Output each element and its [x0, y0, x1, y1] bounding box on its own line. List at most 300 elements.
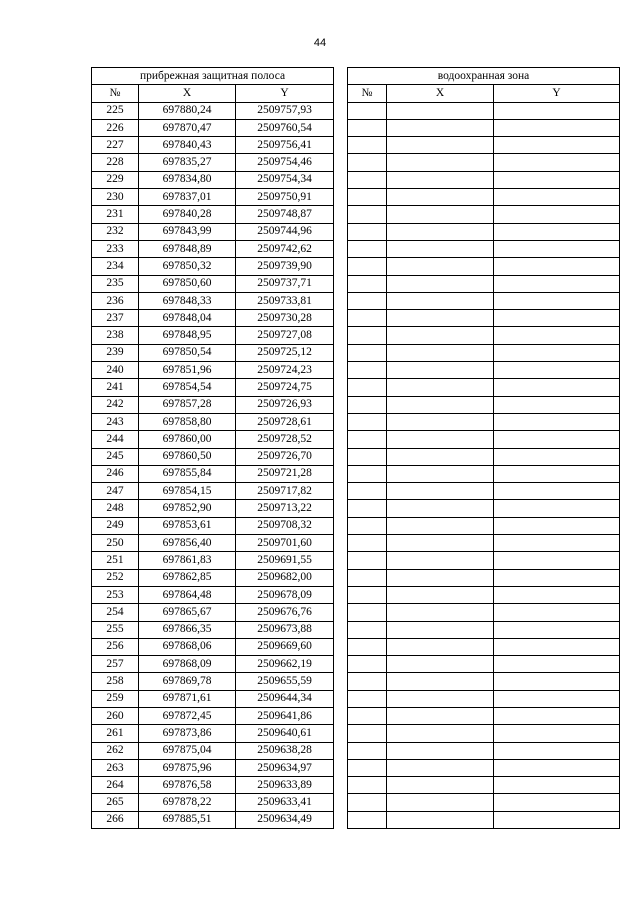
right-point-x	[387, 604, 494, 621]
point-number: 246	[92, 465, 139, 482]
point-number: 230	[92, 189, 139, 206]
point-number: 258	[92, 673, 139, 690]
column-gap	[334, 292, 348, 309]
point-number: 254	[92, 604, 139, 621]
point-x: 697880,24	[139, 102, 236, 119]
right-point-x	[387, 759, 494, 776]
right-point-y	[494, 344, 620, 361]
right-point-y	[494, 811, 620, 828]
point-y: 2509713,22	[236, 500, 334, 517]
right-point-x	[387, 742, 494, 759]
point-number: 228	[92, 154, 139, 171]
point-number: 225	[92, 102, 139, 119]
point-y: 2509678,09	[236, 586, 334, 603]
point-number: 229	[92, 171, 139, 188]
point-y: 2509634,97	[236, 759, 334, 776]
point-number: 239	[92, 344, 139, 361]
point-y: 2509744,96	[236, 223, 334, 240]
point-x: 697856,40	[139, 535, 236, 552]
right-point-number	[348, 275, 387, 292]
right-point-number	[348, 310, 387, 327]
point-number: 264	[92, 777, 139, 794]
right-point-y	[494, 569, 620, 586]
right-section-title: водоохранная зона	[348, 68, 620, 85]
right-point-x	[387, 673, 494, 690]
table-row	[92, 396, 620, 413]
right-point-x	[387, 621, 494, 638]
right-point-number	[348, 811, 387, 828]
column-gap	[334, 500, 348, 517]
point-y: 2509728,52	[236, 431, 334, 448]
column-gap	[334, 344, 348, 361]
column-gap	[334, 673, 348, 690]
table-row	[92, 811, 620, 828]
table-row	[92, 604, 620, 621]
point-number: 251	[92, 552, 139, 569]
column-gap	[334, 379, 348, 396]
table-row	[92, 742, 620, 759]
point-number: 240	[92, 362, 139, 379]
right-point-y	[494, 206, 620, 223]
right-point-y	[494, 794, 620, 811]
point-number: 253	[92, 586, 139, 603]
column-gap	[334, 725, 348, 742]
right-point-x	[387, 725, 494, 742]
table-row	[92, 673, 620, 690]
right-point-y	[494, 742, 620, 759]
right-point-y	[494, 535, 620, 552]
column-gap	[334, 154, 348, 171]
table-row	[92, 535, 620, 552]
point-x: 697848,95	[139, 327, 236, 344]
column-gap	[334, 638, 348, 655]
point-y: 2509641,86	[236, 707, 334, 724]
right-point-y	[494, 673, 620, 690]
right-point-y	[494, 310, 620, 327]
point-x: 697860,00	[139, 431, 236, 448]
point-x: 697850,60	[139, 275, 236, 292]
right-point-y	[494, 586, 620, 603]
point-y: 2509728,61	[236, 413, 334, 430]
table-row	[92, 258, 620, 275]
point-number: 243	[92, 413, 139, 430]
right-point-number	[348, 500, 387, 517]
right-point-x	[387, 206, 494, 223]
right-point-x	[387, 517, 494, 534]
point-x: 697850,32	[139, 258, 236, 275]
table-row	[92, 794, 620, 811]
right-point-y	[494, 189, 620, 206]
point-number: 245	[92, 448, 139, 465]
point-y: 2509673,88	[236, 621, 334, 638]
table-row	[92, 517, 620, 534]
point-y: 2509750,91	[236, 189, 334, 206]
right-point-number	[348, 465, 387, 482]
right-point-y	[494, 119, 620, 136]
right-point-x	[387, 292, 494, 309]
right-point-number	[348, 604, 387, 621]
point-x: 697862,85	[139, 569, 236, 586]
right-point-y	[494, 171, 620, 188]
right-point-number	[348, 742, 387, 759]
column-gap	[334, 275, 348, 292]
point-y: 2509725,12	[236, 344, 334, 361]
point-x: 697843,99	[139, 223, 236, 240]
column-gap	[334, 569, 348, 586]
right-point-x	[387, 500, 494, 517]
column-gap	[334, 396, 348, 413]
right-point-y	[494, 759, 620, 776]
point-number: 262	[92, 742, 139, 759]
column-gap	[334, 240, 348, 257]
point-number: 256	[92, 638, 139, 655]
column-gap	[334, 777, 348, 794]
column-gap	[334, 690, 348, 707]
point-number: 236	[92, 292, 139, 309]
right-point-x	[387, 811, 494, 828]
table-row	[92, 137, 620, 154]
right-point-number	[348, 707, 387, 724]
right-point-number	[348, 240, 387, 257]
table-row	[92, 413, 620, 430]
point-y: 2509633,41	[236, 794, 334, 811]
right-point-x	[387, 119, 494, 136]
table-row	[92, 189, 620, 206]
point-x: 697855,84	[139, 465, 236, 482]
right-point-x	[387, 777, 494, 794]
point-x: 697861,83	[139, 552, 236, 569]
right-point-x	[387, 275, 494, 292]
point-x: 697837,01	[139, 189, 236, 206]
table-row	[92, 707, 620, 724]
right-point-y	[494, 362, 620, 379]
point-x: 697878,22	[139, 794, 236, 811]
right-point-y	[494, 707, 620, 724]
point-number: 235	[92, 275, 139, 292]
right-point-y	[494, 465, 620, 482]
point-x: 697870,47	[139, 119, 236, 136]
column-gap	[334, 604, 348, 621]
right-point-number	[348, 535, 387, 552]
column-gap	[334, 310, 348, 327]
point-x: 697875,96	[139, 759, 236, 776]
left-section-title: прибрежная защитная полоса	[92, 68, 334, 85]
column-gap	[334, 742, 348, 759]
column-gap	[334, 85, 348, 102]
right-point-y	[494, 327, 620, 344]
table-row	[92, 759, 620, 776]
right-point-x	[387, 552, 494, 569]
column-gap	[334, 794, 348, 811]
right-point-number	[348, 396, 387, 413]
right-point-x	[387, 102, 494, 119]
column-gap	[334, 413, 348, 430]
right-point-number	[348, 552, 387, 569]
column-gap	[334, 517, 348, 534]
point-y: 2509756,41	[236, 137, 334, 154]
right-point-x	[387, 431, 494, 448]
right-point-y	[494, 500, 620, 517]
column-gap	[334, 119, 348, 136]
right-point-x	[387, 465, 494, 482]
table-row	[92, 638, 620, 655]
point-number: 257	[92, 656, 139, 673]
right-point-number	[348, 777, 387, 794]
right-point-x	[387, 154, 494, 171]
table-row	[92, 586, 620, 603]
table-row	[92, 725, 620, 742]
point-y: 2509730,28	[236, 310, 334, 327]
point-y: 2509721,28	[236, 465, 334, 482]
point-number: 233	[92, 240, 139, 257]
point-y: 2509676,76	[236, 604, 334, 621]
point-x: 697834,80	[139, 171, 236, 188]
right-point-y	[494, 656, 620, 673]
point-y: 2509717,82	[236, 483, 334, 500]
right-header-x: X	[387, 85, 494, 102]
right-point-y	[494, 483, 620, 500]
column-gap	[334, 189, 348, 206]
point-y: 2509760,54	[236, 119, 334, 136]
point-x: 697850,54	[139, 344, 236, 361]
column-gap	[334, 811, 348, 828]
right-point-x	[387, 535, 494, 552]
column-gap	[334, 465, 348, 482]
right-point-x	[387, 240, 494, 257]
right-point-y	[494, 379, 620, 396]
point-number: 241	[92, 379, 139, 396]
right-point-x	[387, 483, 494, 500]
point-y: 2509638,28	[236, 742, 334, 759]
right-point-number	[348, 569, 387, 586]
right-point-y	[494, 292, 620, 309]
table-row	[92, 621, 620, 638]
point-number: 226	[92, 119, 139, 136]
right-point-number	[348, 327, 387, 344]
column-gap	[334, 448, 348, 465]
point-x: 697864,48	[139, 586, 236, 603]
column-gap	[334, 552, 348, 569]
table-row	[92, 500, 620, 517]
point-y: 2509644,34	[236, 690, 334, 707]
right-point-y	[494, 137, 620, 154]
column-gap	[334, 483, 348, 500]
right-point-x	[387, 569, 494, 586]
point-x: 697866,35	[139, 621, 236, 638]
right-point-y	[494, 154, 620, 171]
point-number: 265	[92, 794, 139, 811]
right-point-number	[348, 171, 387, 188]
right-point-y	[494, 258, 620, 275]
point-y: 2509640,61	[236, 725, 334, 742]
column-gap	[334, 102, 348, 119]
point-number: 242	[92, 396, 139, 413]
table-row	[92, 292, 620, 309]
right-point-y	[494, 275, 620, 292]
right-point-y	[494, 725, 620, 742]
point-x: 697835,27	[139, 154, 236, 171]
table-row	[92, 656, 620, 673]
right-point-y	[494, 223, 620, 240]
right-point-y	[494, 240, 620, 257]
right-point-y	[494, 621, 620, 638]
column-gap	[334, 223, 348, 240]
point-x: 697840,28	[139, 206, 236, 223]
point-number: 263	[92, 759, 139, 776]
point-number: 252	[92, 569, 139, 586]
right-point-number	[348, 725, 387, 742]
right-point-number	[348, 379, 387, 396]
point-x: 697868,09	[139, 656, 236, 673]
point-number: 266	[92, 811, 139, 828]
point-x: 697851,96	[139, 362, 236, 379]
right-header-y: Y	[494, 85, 620, 102]
right-point-y	[494, 413, 620, 430]
table-body	[92, 102, 620, 828]
point-x: 697854,54	[139, 379, 236, 396]
page-number: 44	[313, 37, 327, 49]
point-x: 697869,78	[139, 673, 236, 690]
right-point-number	[348, 673, 387, 690]
right-point-x	[387, 707, 494, 724]
point-number: 259	[92, 690, 139, 707]
right-point-x	[387, 310, 494, 327]
right-point-number	[348, 258, 387, 275]
right-point-x	[387, 638, 494, 655]
right-point-x	[387, 413, 494, 430]
point-y: 2509655,59	[236, 673, 334, 690]
point-y: 2509726,70	[236, 448, 334, 465]
section-title-row	[92, 68, 620, 85]
right-point-number	[348, 413, 387, 430]
point-x: 697848,89	[139, 240, 236, 257]
right-point-number	[348, 759, 387, 776]
table-row	[92, 465, 620, 482]
table-row	[92, 552, 620, 569]
right-point-x	[387, 344, 494, 361]
right-point-x	[387, 258, 494, 275]
table-row	[92, 431, 620, 448]
right-point-x	[387, 656, 494, 673]
table-row	[92, 206, 620, 223]
right-point-number	[348, 223, 387, 240]
right-point-y	[494, 604, 620, 621]
column-gap	[334, 171, 348, 188]
point-y: 2509634,49	[236, 811, 334, 828]
right-point-x	[387, 137, 494, 154]
table-row	[92, 379, 620, 396]
point-y: 2509727,08	[236, 327, 334, 344]
point-x: 697857,28	[139, 396, 236, 413]
right-header-number: №	[348, 85, 387, 102]
point-y: 2509733,81	[236, 292, 334, 309]
right-point-number	[348, 206, 387, 223]
right-point-x	[387, 396, 494, 413]
table-row	[92, 777, 620, 794]
table-row	[92, 344, 620, 361]
point-number: 227	[92, 137, 139, 154]
point-y: 2509739,90	[236, 258, 334, 275]
right-point-y	[494, 102, 620, 119]
point-x: 697865,67	[139, 604, 236, 621]
column-gap	[334, 759, 348, 776]
point-number: 261	[92, 725, 139, 742]
point-number: 238	[92, 327, 139, 344]
right-point-number	[348, 483, 387, 500]
point-y: 2509754,34	[236, 171, 334, 188]
point-y: 2509691,55	[236, 552, 334, 569]
right-point-x	[387, 189, 494, 206]
right-point-number	[348, 154, 387, 171]
right-point-number	[348, 690, 387, 707]
right-point-x	[387, 362, 494, 379]
right-point-y	[494, 690, 620, 707]
table-row	[92, 483, 620, 500]
column-gap	[334, 206, 348, 223]
table-row	[92, 171, 620, 188]
right-point-y	[494, 431, 620, 448]
coordinates-table	[91, 67, 620, 829]
left-header-y: Y	[236, 85, 334, 102]
left-header-number: №	[92, 85, 139, 102]
point-number: 255	[92, 621, 139, 638]
right-point-number	[348, 638, 387, 655]
table-row	[92, 362, 620, 379]
column-gap	[334, 137, 348, 154]
right-point-x	[387, 327, 494, 344]
point-y: 2509669,60	[236, 638, 334, 655]
table-row	[92, 223, 620, 240]
right-point-number	[348, 362, 387, 379]
table-row	[92, 569, 620, 586]
point-x: 697871,61	[139, 690, 236, 707]
right-point-number	[348, 656, 387, 673]
right-point-x	[387, 379, 494, 396]
right-point-number	[348, 431, 387, 448]
point-number: 248	[92, 500, 139, 517]
table-row	[92, 119, 620, 136]
table-row	[92, 690, 620, 707]
right-point-number	[348, 621, 387, 638]
left-header-x: X	[139, 85, 236, 102]
right-point-number	[348, 119, 387, 136]
right-point-y	[494, 517, 620, 534]
point-number: 244	[92, 431, 139, 448]
column-gap	[334, 327, 348, 344]
point-x: 697848,04	[139, 310, 236, 327]
right-point-number	[348, 344, 387, 361]
column-gap	[334, 258, 348, 275]
table-row	[92, 154, 620, 171]
table-row	[92, 102, 620, 119]
column-gap	[334, 68, 348, 85]
point-y: 2509757,93	[236, 102, 334, 119]
column-gap	[334, 362, 348, 379]
column-gap	[334, 656, 348, 673]
point-number: 231	[92, 206, 139, 223]
point-number: 260	[92, 707, 139, 724]
point-y: 2509726,93	[236, 396, 334, 413]
table-row	[92, 327, 620, 344]
point-x: 697858,80	[139, 413, 236, 430]
point-number: 234	[92, 258, 139, 275]
point-y: 2509737,71	[236, 275, 334, 292]
right-point-number	[348, 292, 387, 309]
column-gap	[334, 621, 348, 638]
right-point-number	[348, 137, 387, 154]
right-point-y	[494, 448, 620, 465]
right-point-x	[387, 171, 494, 188]
